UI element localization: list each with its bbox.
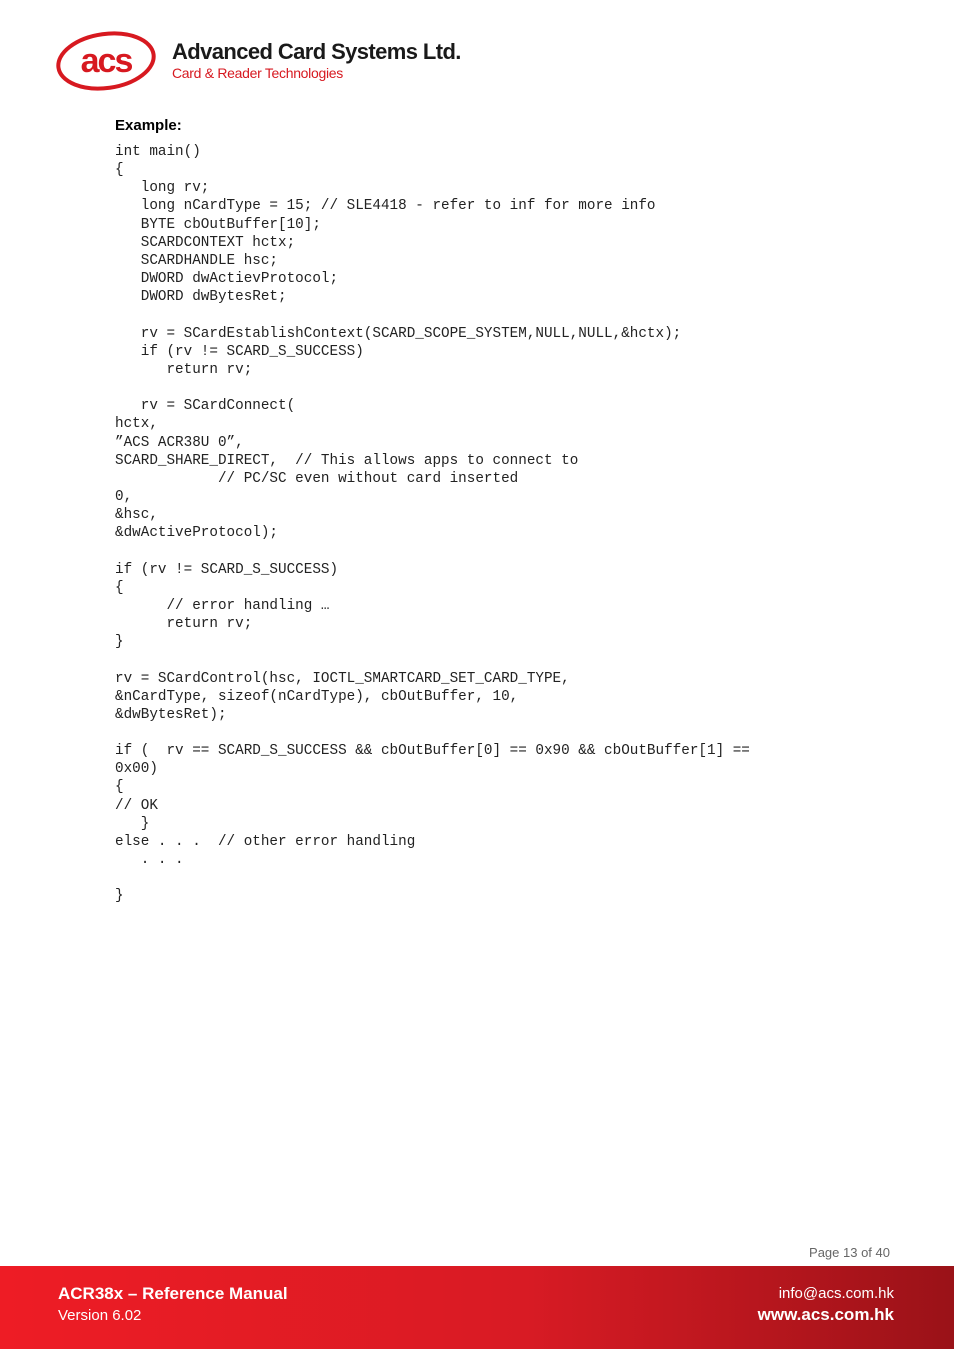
code-line: &hsc, [115,507,158,524]
code-line: return rv; [115,616,253,633]
page-header [55,30,475,94]
code-line: { [115,579,124,596]
acs-logo [55,30,159,92]
code-line: { [115,162,124,179]
page-footer [0,1266,954,1349]
code-line: { [115,779,124,796]
manual-title: ACR38x – Reference Manual [58,1284,288,1303]
code-line: SCARDCONTEXT hctx; [115,234,296,251]
code-line: &dwBytesRet); [115,706,227,723]
code-line: else . . . // other error handling [115,833,416,850]
code-line: long rv; [115,180,210,197]
manual-version: Version 6.02 [58,1307,142,1324]
code-line: rv = SCardConnect( [115,398,296,415]
example-heading: Example: [115,117,182,134]
code-line: SCARDHANDLE hsc; [115,252,279,269]
code-line: if ( rv == SCARD_S_SUCCESS && cbOutBuffer[0] == 0x90 && cbOutBuffer[1] == [115,743,750,760]
code-line: // OK [115,797,158,814]
page-number: Page 13 of 40 [809,1245,890,1260]
code-line: if (rv != SCARD_S_SUCCESS) [115,561,339,578]
company-website: www.acs.com.hk [757,1305,894,1324]
code-line: // error handling … [115,597,330,614]
company-tagline: Card & Reader Technologies [172,65,343,81]
code-line: DWORD dwBytesRet; [115,289,287,306]
company-name: Advanced Card Systems Ltd. [172,39,461,64]
logo-text: acs [80,42,132,80]
code-line: } [115,888,124,905]
code-line: // PC/SC even without card inserted [115,470,519,487]
code-line: long nCardType = 15; // SLE4418 - refer to inf for more info [115,198,656,215]
code-line: 0x00) [115,761,158,778]
code-example [115,143,750,906]
code-line: &nCardType, sizeof(nCardType), cbOutBuffer, 10, [115,688,519,705]
code-line: hctx, [115,416,158,433]
code-line: } [115,634,124,651]
code-line: int main() [115,144,201,160]
code-line: rv = SCardControl(hsc, IOCTL_SMARTCARD_SET_CARD_TYPE, [115,670,570,687]
code-line: BYTE cbOutBuffer[10]; [115,216,321,233]
code-line: } [115,815,150,832]
code-line: 0, [115,488,133,505]
code-line: if (rv != SCARD_S_SUCCESS) [115,343,364,360]
code-line: . . . [115,852,184,869]
code-line: ”ACS ACR38U 0”, [115,434,244,451]
code-line: DWORD dwActievProtocol; [115,271,339,288]
code-line: return rv; [115,361,253,378]
code-line: SCARD_SHARE_DIRECT, // This allows apps to connect to [115,452,579,469]
contact-email: info@acs.com.hk [778,1285,894,1302]
code-line: rv = SCardEstablishContext(SCARD_SCOPE_SYSTEM,NULL,NULL,&hctx); [115,325,682,342]
code-line: &dwActiveProtocol); [115,525,279,542]
